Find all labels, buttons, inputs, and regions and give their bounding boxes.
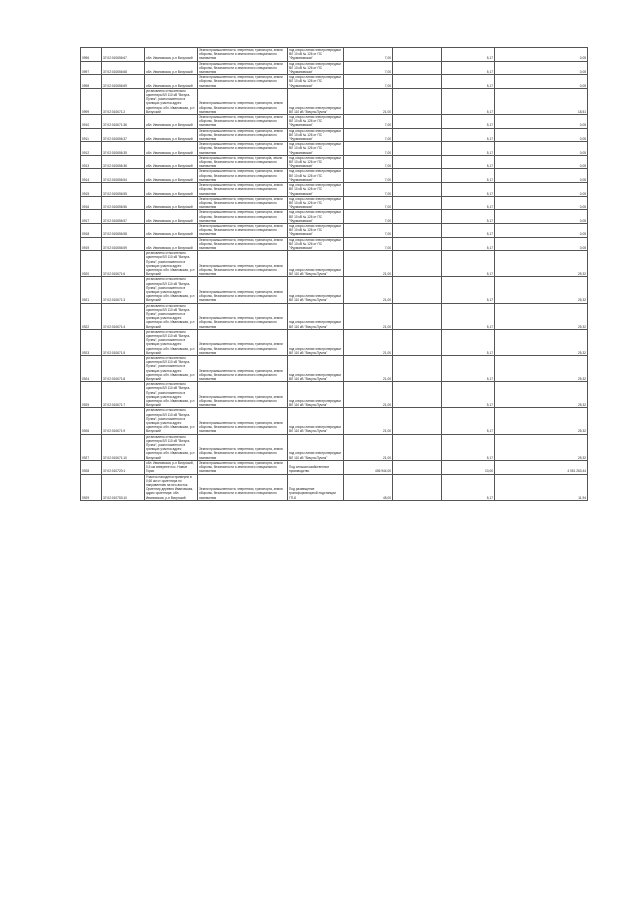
permitted-use-cell: под опоры линии электропередачи ВЛ 10 кВ № 126 от ПС "Фурмановская"	[288, 183, 344, 197]
rate-cell: 5,17	[442, 223, 495, 237]
cadastral-number-cell: 37:02:010720:1	[102, 460, 145, 474]
cadastral-number-cell: 37:02:010656:59	[102, 237, 145, 251]
address-cell: установлено относительно ориентира ВЛ 110 кВ "Вичуга-Пучеж", расположенного в границах участка адрес ориентира: обл. Ивановская, р-н Вичугский	[145, 329, 198, 355]
area-cell: 7,00	[344, 196, 393, 210]
address-cell: установлено относительно ориентира ВЛ 110 кВ "Вичуга-Пучеж", расположенного в границах участка адрес ориентира: обл. Ивановская, р-н Вичугский	[145, 408, 198, 434]
table-row	[81, 183, 588, 197]
empty-cell	[393, 329, 442, 355]
table-row	[81, 277, 588, 303]
land-category-cell: Земли промышленности, энергетики, транспорта, земли обороны, безопасности и земли иного специального назначения	[198, 408, 288, 434]
table-row	[81, 408, 588, 434]
permitted-use-cell: под опоры линии электропередачи ВЛ 110 кВ "Вичуга-Пучеж"	[288, 329, 344, 355]
area-cell: 7,00	[344, 61, 393, 75]
cadastral-number-cell: 37:02:010671:4	[102, 303, 145, 329]
row-number-cell: 0916	[81, 196, 102, 210]
table-row	[81, 61, 588, 75]
row-number-cell: 0922	[81, 303, 102, 329]
empty-cell	[393, 115, 442, 129]
cadastral-value-cell: 25,32	[495, 303, 588, 329]
row-number-cell: 0998	[81, 75, 102, 89]
cadastral-number-cell: 37:02:010656:69	[102, 75, 145, 89]
land-category-cell: Земли промышленности, энергетики, транспорта, земли обороны, безопасности и земли иного специального назначения	[198, 434, 288, 460]
row-number-cell: 0918	[81, 223, 102, 237]
table-row	[81, 329, 588, 355]
cadastral-value-cell: 0,05	[495, 115, 588, 129]
area-cell: 7,00	[344, 169, 393, 183]
address-cell: обл. Ивановская, р-н Вичугский	[145, 169, 198, 183]
table-row	[81, 115, 588, 129]
address-cell: обл. Ивановская, р-н Вичугский	[145, 196, 198, 210]
cadastral-number-cell: 37:02:010656:56	[102, 196, 145, 210]
cadastral-value-cell: 0,05	[495, 210, 588, 224]
cadastral-number-cell: 37:02:010656:68	[102, 61, 145, 75]
cadastral-value-cell: 25,32	[495, 382, 588, 408]
empty-cell	[393, 155, 442, 169]
table-row	[81, 169, 588, 183]
table-row	[81, 237, 588, 251]
table-row	[81, 303, 588, 329]
cadastral-number-cell: 37:02:010671:10	[102, 434, 145, 460]
table-row	[81, 142, 588, 156]
land-category-cell: Земли промышленности, энергетики, транспорта, земли обороны, безопасности и земли иного специального назначения	[198, 196, 288, 210]
permitted-use-cell: под опоры линии электропередачи ВЛ 10 кВ № 126 от ПС "Фурмановская"	[288, 155, 344, 169]
cadastral-value-cell: 25,32	[495, 356, 588, 382]
permitted-use-cell: под опоры линии электропередачи ВЛ 10 кВ № 126 от ПС "Фурмановская"	[288, 61, 344, 75]
empty-cell	[393, 408, 442, 434]
table-row	[81, 382, 588, 408]
permitted-use-cell: под опоры линии электропередачи ВЛ 110 кВ "Вичуга-Пучеж"	[288, 434, 344, 460]
permitted-use-cell: под опоры линии электропередачи ВЛ 10 кВ № 126 от ПС "Фурмановская"	[288, 142, 344, 156]
cadastral-number-cell: 37:02:010671:3	[102, 277, 145, 303]
cadastral-number-cell: 37:02:010671:2	[102, 88, 145, 114]
permitted-use-cell: под опоры линии электропередачи ВЛ 110 кВ "Вичуга-Пучеж"	[288, 251, 344, 277]
empty-cell	[393, 434, 442, 460]
cadastral-value-cell: 25,32	[495, 251, 588, 277]
permitted-use-cell: под опоры линии электропередачи ВЛ 110 кВ "Вичуга-Пучеж"	[288, 408, 344, 434]
cadastral-number-cell: 37:02:010671:36	[102, 115, 145, 129]
permitted-use-cell: под опоры линии электропередачи ВЛ 10 кВ № 126 от ПС "Фурмановская"	[288, 75, 344, 89]
rate-cell: 5,17	[442, 237, 495, 251]
land-category-cell: Земли промышленности, энергетики, транспорта, земли обороны, безопасности и земли иного специального назначения	[198, 75, 288, 89]
area-cell: 7,00	[344, 128, 393, 142]
cadastral-number-cell: 37:02:010671:8	[102, 356, 145, 382]
rate-cell: 5,17	[442, 196, 495, 210]
area-cell: 21,00	[344, 88, 393, 114]
rate-cell: 5,17	[442, 474, 495, 500]
rate-cell: 5,17	[442, 115, 495, 129]
land-category-cell: Земли промышленности, энергетики, транспорта, земли обороны, безопасности и земли иного специального назначения	[198, 329, 288, 355]
rate-cell: 5,17	[442, 251, 495, 277]
land-category-cell: Земли промышленности, энергетики, транспорта, земли обороны, безопасности и земли иного специального назначения	[198, 251, 288, 277]
rate-cell: 5,17	[442, 183, 495, 197]
row-number-cell: 0911	[81, 128, 102, 142]
land-category-cell: Земли промышленности, энергетики, транспорта, земли обороны, безопасности и земли иного специального назначения	[198, 183, 288, 197]
empty-cell	[393, 196, 442, 210]
rate-cell: 5,17	[442, 61, 495, 75]
area-cell: 21,00	[344, 408, 393, 434]
row-number-cell: 0997	[81, 61, 102, 75]
area-cell: 7,00	[344, 75, 393, 89]
row-number-cell: 0924	[81, 356, 102, 382]
rate-cell: 5,17	[442, 155, 495, 169]
cadastral-number-cell: 37:02:010656:36	[102, 155, 145, 169]
row-number-cell: 0910	[81, 115, 102, 129]
cadastral-value-cell: 0,05	[495, 183, 588, 197]
row-number-cell: 0923	[81, 329, 102, 355]
document-sheet	[80, 47, 586, 501]
cadastral-number-cell: 37:02:010671:9	[102, 408, 145, 434]
land-category-cell: Земли промышленности, энергетики, транспорта, земли обороны, безопасности и земли иного специального назначения	[198, 277, 288, 303]
row-number-cell: 0921	[81, 277, 102, 303]
empty-cell	[393, 48, 442, 62]
cadastral-value-cell: 0,05	[495, 48, 588, 62]
address-cell: обл. Ивановская, р-н Вичугский	[145, 115, 198, 129]
address-cell: установлено относительно ориентира ВЛ 110 кВ "Вичуга-Пучеж", расположенного в границах участка адрес ориентира: обл. Ивановская, р-н Вичугский	[145, 88, 198, 114]
rate-cell: 5,17	[442, 356, 495, 382]
cadastral-number-cell: 37:02:010656:58	[102, 223, 145, 237]
table-row	[81, 48, 588, 62]
land-category-cell: Земли промышленности, энергетики, транспорта, земли обороны, безопасности и земли иного специального назначения	[198, 474, 288, 500]
permitted-use-cell: под опоры линии электропередачи ВЛ 110 кВ "Вичуга-Пучеж"	[288, 356, 344, 382]
area-cell: 21,00	[344, 434, 393, 460]
address-cell: обл. Ивановская, р-н Вичугский	[145, 237, 198, 251]
rate-cell: 5,17	[442, 303, 495, 329]
row-number-cell: 0999	[81, 88, 102, 114]
row-number-cell: 0914	[81, 169, 102, 183]
cadastral-value-cell: 0,05	[495, 237, 588, 251]
table-row	[81, 474, 588, 500]
table-row	[81, 210, 588, 224]
cadastral-number-cell: 37:02:010656:54	[102, 169, 145, 183]
land-category-cell: Земли промышленности, энергетики, транспорта, земли обороны, безопасности и земли иного специального назначения	[198, 128, 288, 142]
permitted-use-cell: под опоры линии электропередачи ВЛ 110 кВ "Вичуга-Пучеж"	[288, 277, 344, 303]
permitted-use-cell: Под сельскохозяйственное производство	[288, 460, 344, 474]
cadastral-number-cell: 37:02:010671:6	[102, 251, 145, 277]
cadastral-number-cell: 37:02:010671:7	[102, 382, 145, 408]
land-category-cell: Земли промышленности, энергетики, транспорта, земли обороны, безопасности и земли иного специального назначения	[198, 356, 288, 382]
empty-cell	[393, 356, 442, 382]
table-row	[81, 434, 588, 460]
address-cell: обл. Ивановская, р-н Вичугский	[145, 210, 198, 224]
address-cell: Участок находится примерно в 0,60 км от ориентира по направлению на юго-восток. Ориентир деревня Ивановская, адрес ориентира: обл. Ивановская, р-н Вичугский	[145, 474, 198, 500]
table-row	[81, 223, 588, 237]
address-cell: обл. Ивановская, р-н Вичугский	[145, 75, 198, 89]
empty-cell	[393, 169, 442, 183]
cadastral-value-cell: 0,05	[495, 75, 588, 89]
empty-cell	[393, 237, 442, 251]
cadastral-value-cell: 25,32	[495, 329, 588, 355]
area-cell: 7,00	[344, 115, 393, 129]
table-row	[81, 128, 588, 142]
land-category-cell: Земли промышленности, энергетики, транспорта, земли обороны, безопасности и земли иного специального назначения	[198, 237, 288, 251]
cadastral-number-cell: 37:02:010656:37	[102, 128, 145, 142]
land-category-cell: Земли промышленности, энергетики, транспорта, земли обороны, безопасности и земли иного специального назначения	[198, 460, 288, 474]
rate-cell: 5,17	[442, 277, 495, 303]
table-row	[81, 196, 588, 210]
area-cell: 21,00	[344, 277, 393, 303]
empty-cell	[393, 460, 442, 474]
row-number-cell: 0919	[81, 237, 102, 251]
permitted-use-cell: под опоры линии электропередачи ВЛ 10 кВ № 126 от ПС "Фурмановская"	[288, 128, 344, 142]
land-category-cell: Земли промышленности, энергетики, транспорта, земли обороны, безопасности и земли иного специального назначения	[198, 88, 288, 114]
land-category-cell: Земли промышленности, энергетики, транспорта, земли обороны, безопасности и земли иного специального назначения	[198, 169, 288, 183]
land-category-cell: Земли промышленности, энергетики, транспорта, земли обороны, безопасности и земли иного специального назначения	[198, 142, 288, 156]
land-category-cell: Земли промышленности, энергетики, транспорта, земли обороны, безопасности и земли иного специального назначения	[198, 61, 288, 75]
cadastral-number-cell: 37:02:010656:55	[102, 183, 145, 197]
land-category-cell: Земли промышленности, энергетики, транспорта, земли обороны, безопасности и земли иного специального назначения	[198, 223, 288, 237]
area-cell: 7,00	[344, 183, 393, 197]
permitted-use-cell: под опоры линии электропередачи ВЛ 10 кВ № 126 от ПС "Фурмановская"	[288, 115, 344, 129]
cadastral-number-cell: 37:02:010753:10	[102, 474, 145, 500]
permitted-use-cell: под опоры линии электропередачи ВЛ 110 кВ "Вичуга-Пучеж"	[288, 303, 344, 329]
row-number-cell: 0920	[81, 251, 102, 277]
address-cell: установлено относительно ориентира ВЛ 110 кВ "Вичуга-Пучеж", расположенного в границах участка адрес ориентира: обл. Ивановская, р-н Вичугский	[145, 382, 198, 408]
land-registry-table	[80, 47, 588, 501]
cadastral-value-cell: 0,05	[495, 128, 588, 142]
area-cell: 21,00	[344, 329, 393, 355]
empty-cell	[393, 75, 442, 89]
empty-cell	[393, 277, 442, 303]
table-row	[81, 356, 588, 382]
cadastral-value-cell: 0,05	[495, 142, 588, 156]
row-number-cell: 0925	[81, 382, 102, 408]
cadastral-number-cell: 37:02:010656:57	[102, 210, 145, 224]
land-category-cell: Земли промышленности, энергетики, транспорта, земли обороны, безопасности и земли иного специального назначения	[198, 48, 288, 62]
address-cell: обл. Ивановская, р-н Вичугский	[145, 48, 198, 62]
address-cell: установлено относительно ориентира ВЛ 110 кВ "Вичуга-Пучеж", расположенного в границах участка адрес ориентира: обл. Ивановская, р-н Вичугский	[145, 303, 198, 329]
cadastral-value-cell: 0,05	[495, 169, 588, 183]
empty-cell	[393, 61, 442, 75]
rate-cell: 5,17	[442, 408, 495, 434]
area-cell: 406 944,00	[344, 460, 393, 474]
row-number-cell: 0912	[81, 142, 102, 156]
row-number-cell: 0915	[81, 183, 102, 197]
table-row	[81, 460, 588, 474]
permitted-use-cell: Под размещение трансформаторной подстанции ГП-8	[288, 474, 344, 500]
address-cell: обл. Ивановская, р-н Вичугский	[145, 142, 198, 156]
cadastral-value-cell: 0,05	[495, 61, 588, 75]
permitted-use-cell: под опоры линии электропередачи ВЛ 110 кВ "Вичуга-Пучеж"	[288, 88, 344, 114]
empty-cell	[393, 210, 442, 224]
permitted-use-cell: под опоры линии электропередачи ВЛ 10 кВ № 126 от ПС "Фурмановская"	[288, 196, 344, 210]
empty-cell	[393, 251, 442, 277]
land-category-cell: Земли промышленности, энергетики, транспорта, земли обороны, безопасности и земли иного специального назначения	[198, 210, 288, 224]
area-cell: 45,00	[344, 474, 393, 500]
cadastral-value-cell: 25,32	[495, 277, 588, 303]
empty-cell	[393, 183, 442, 197]
table-body	[81, 48, 588, 501]
address-cell: обл. Ивановская, р-н Вичугский	[145, 61, 198, 75]
table-row	[81, 88, 588, 114]
rate-cell: 5,17	[442, 434, 495, 460]
land-category-cell: Земли промышленности, энергетики, транспорта, земли обороны, безопасности и земли иного специального назначения	[198, 115, 288, 129]
empty-cell	[393, 142, 442, 156]
table-row	[81, 155, 588, 169]
row-number-cell: 0928	[81, 460, 102, 474]
area-cell: 7,00	[344, 48, 393, 62]
permitted-use-cell: под опоры линии электропередачи ВЛ 10 кВ № 126 от ПС "Фурмановская"	[288, 237, 344, 251]
row-number-cell: 0996	[81, 48, 102, 62]
cadastral-value-cell: 25,32	[495, 434, 588, 460]
address-cell: установлено относительно ориентира ВЛ 110 кВ "Вичуга-Пучеж", расположенного в границах участка адрес ориентира: обл. Ивановская, р-н Вичугский	[145, 356, 198, 382]
permitted-use-cell: под опоры линии электропередачи ВЛ 10 кВ № 126 от ПС "Фурмановская"	[288, 169, 344, 183]
table-row	[81, 75, 588, 89]
row-number-cell: 0929	[81, 474, 102, 500]
address-cell: установлено относительно ориентира ВЛ 110 кВ "Вичуга-Пучеж", расположенного в границах участка адрес ориентира: обл. Ивановская, р-н Вичугский	[145, 277, 198, 303]
land-category-cell: Земли промышленности, энергетики, транспорта, земли обороны, безопасности и земли иного специального назначения	[198, 382, 288, 408]
rate-cell: 5,17	[442, 128, 495, 142]
cadastral-value-cell: 0,05	[495, 196, 588, 210]
rate-cell: 5,17	[442, 382, 495, 408]
rate-cell: 10,00	[442, 460, 495, 474]
rate-cell: 5,17	[442, 142, 495, 156]
cadastral-value-cell: 11,94	[495, 474, 588, 500]
empty-cell	[393, 474, 442, 500]
rate-cell: 5,17	[442, 169, 495, 183]
cadastral-number-cell: 37:02:010671:5	[102, 329, 145, 355]
permitted-use-cell: под опоры линии электропередачи ВЛ 10 кВ № 126 от ПС "Фурмановская"	[288, 48, 344, 62]
land-category-cell: Земли промышленности, энергетики, транспорта, земли обороны, безопасности и земли иного специального назначения	[198, 303, 288, 329]
rate-cell: 5,17	[442, 210, 495, 224]
row-number-cell: 0917	[81, 210, 102, 224]
address-cell: обл. Ивановская, р-н Вичугский	[145, 223, 198, 237]
area-cell: 7,00	[344, 142, 393, 156]
cadastral-value-cell: 0,05	[495, 223, 588, 237]
cadastral-value-cell: 18,51	[495, 88, 588, 114]
cadastral-number-cell: 37:02:010656:35	[102, 142, 145, 156]
row-number-cell: 0926	[81, 408, 102, 434]
cadastral-number-cell: 37:02:010656:67	[102, 48, 145, 62]
empty-cell	[393, 88, 442, 114]
address-cell: обл. Ивановская, р-н Вичугский	[145, 155, 198, 169]
table-row	[81, 251, 588, 277]
empty-cell	[393, 128, 442, 142]
rate-cell: 5,17	[442, 48, 495, 62]
permitted-use-cell: под опоры линии электропередачи ВЛ 110 кВ "Вичуга-Пучеж"	[288, 382, 344, 408]
area-cell: 7,00	[344, 210, 393, 224]
area-cell: 7,00	[344, 237, 393, 251]
area-cell: 7,00	[344, 223, 393, 237]
cadastral-value-cell: 25,32	[495, 408, 588, 434]
rate-cell: 5,17	[442, 75, 495, 89]
row-number-cell: 0913	[81, 155, 102, 169]
cadastral-value-cell: 4 051 263,44	[495, 460, 588, 474]
address-cell: обл. Ивановская, р-н Вичугский	[145, 128, 198, 142]
rate-cell: 5,17	[442, 329, 495, 355]
permitted-use-cell: под опоры линии электропередачи ВЛ 10 кВ № 126 от ПС "Фурмановская"	[288, 223, 344, 237]
address-cell: установлено относительно ориентира ВЛ 110 кВ "Вичуга-Пучеж", расположенного в границах участка адрес ориентира: обл. Ивановская, р-н Вичугский	[145, 434, 198, 460]
area-cell: 21,00	[344, 356, 393, 382]
address-cell: установлено относительно ориентира ВЛ 110 кВ "Вичуга-Пучеж", расположенного в границах участка адрес ориентира: обл. Ивановская, р-н Вичугский	[145, 251, 198, 277]
empty-cell	[393, 223, 442, 237]
address-cell: обл. Ивановская, р-н Вичугский, 0,5 км севернее пос. Новые Горки	[145, 460, 198, 474]
land-category-cell: Земли промышленности, энергетики, транспорta, земли обороны, безопасности и земли иного специального назначения	[198, 155, 288, 169]
area-cell: 7,00	[344, 155, 393, 169]
area-cell: 21,00	[344, 251, 393, 277]
permitted-use-cell: под опоры линии электропередачи ВЛ 10 кВ № 126 от ПС "Фурмановская"	[288, 210, 344, 224]
empty-cell	[393, 382, 442, 408]
area-cell: 21,00	[344, 382, 393, 408]
address-cell: обл. Ивановская, р-н Вичугский	[145, 183, 198, 197]
empty-cell	[393, 303, 442, 329]
row-number-cell: 0927	[81, 434, 102, 460]
rate-cell: 5,17	[442, 88, 495, 114]
cadastral-value-cell: 0,05	[495, 155, 588, 169]
area-cell: 21,00	[344, 303, 393, 329]
